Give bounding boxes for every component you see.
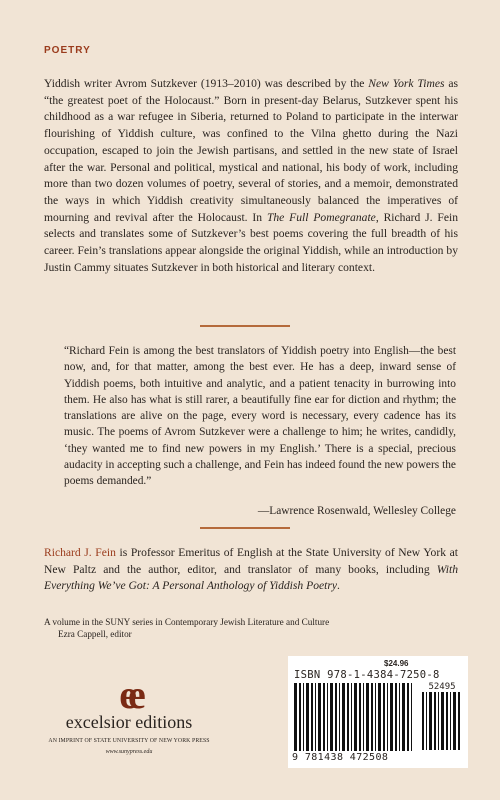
book-description <box>44 76 458 276</box>
barcode-bar <box>363 683 364 751</box>
barcode-bar <box>378 683 381 751</box>
barcode-bar <box>402 683 405 751</box>
imprint-line: AN IMPRINT OF STATE UNIVERSITY OF NEW YORK PRESS <box>48 738 210 744</box>
bio-book-title: With Everything We’ve Got: A Personal Anthology of Yiddish Poetry <box>44 562 458 593</box>
bio-text: is Professor Emeritus of English at the State University of New York at New Paltz and the author, editor, and translator of many books, including <box>44 546 458 576</box>
barcode-bar <box>407 683 409 751</box>
barcode-bar <box>342 683 345 751</box>
divider-bottom <box>200 527 290 529</box>
barcode-bar <box>390 683 393 751</box>
barcode-bar <box>315 683 316 751</box>
barcode-bar <box>438 692 439 750</box>
barcode-bar <box>446 692 448 750</box>
barcode-bar <box>318 683 321 751</box>
description-nyt: New York Times <box>368 77 445 90</box>
barcode-bar <box>339 683 340 751</box>
translator-name: Richard J. Fein <box>44 546 116 559</box>
barcode-bar <box>429 692 432 750</box>
barcode-bar <box>327 683 328 751</box>
description-book-title: The Full Pomegranate <box>266 210 376 224</box>
barcode-box <box>288 656 468 768</box>
barcode-bar <box>411 683 412 751</box>
barcode-bar <box>383 683 385 751</box>
excelsior-logo-icon <box>98 672 158 716</box>
description-part-2: as “the greatest poet of the Holocaust.” Born in present-day Belarus, Sutzkever spent his childhood as a war refugee in Siberia, returned to Poland to participate in the interwar flourishing of Yiddish culture, was confined to the Vilna ghetto during the Nazi occupation, escaped to join the Jewish partisans, and settled in the new state of Israel after the war. Personal and political, mystical and national, his body of work, including more than two dozen volumes of poetry, several of stories, and a memoir, demonstrated the ways in which Yiddish creativity simultaneously balanced the imperatives of mourning and revival after the Holocaust. In <box>44 77 458 224</box>
endorsement-attribution: —Lawrence Rosenwald, Wellesley College <box>257 505 456 517</box>
barcode-bar <box>395 683 397 751</box>
barcode-bar <box>399 683 400 751</box>
isbn-text: ISBN 978-1-4384-7250-8 <box>294 669 440 681</box>
barcode-ean-digits: 9 781438 472508 <box>292 752 389 763</box>
logo-letters: ee <box>119 672 137 716</box>
imprint-website: www.sunypress.edu <box>105 749 153 755</box>
barcode-addon-digits: 52495 <box>428 682 456 692</box>
barcode-bar <box>299 683 301 751</box>
barcode-bar <box>359 683 361 751</box>
barcode-bar <box>366 683 369 751</box>
description-part-3: , Richard J. Fein selects and translates some of Sutzkever’s best poems covering the full breadth of his career. Fein’s translations appear alongside the original Yiddish, while an introduction by Justin Cammy situates Sutzkever in both historical and literary context. <box>44 210 458 274</box>
translator-bio <box>44 545 458 595</box>
barcode-bar <box>453 692 456 750</box>
barcode-bars-icon <box>294 683 416 751</box>
bio-end: . <box>337 579 340 593</box>
divider-top <box>200 325 290 327</box>
series-note <box>44 616 344 640</box>
barcode-bar <box>335 683 337 751</box>
barcode-bar <box>354 683 357 751</box>
barcode-bar <box>323 683 325 751</box>
barcode-bar <box>422 692 424 750</box>
price-label: $24.96 <box>384 659 409 668</box>
barcode-bar <box>303 683 304 751</box>
barcode-bar <box>311 683 313 751</box>
barcode-bar <box>371 683 373 751</box>
barcode-bar <box>387 683 388 751</box>
imprint-name: excelsior editions <box>65 712 193 732</box>
barcode-bar <box>426 692 427 750</box>
barcode-bar <box>434 692 436 750</box>
category-label: POETRY <box>44 45 91 56</box>
barcode-bar <box>294 683 297 751</box>
barcode-bar <box>306 683 309 751</box>
barcode-bar <box>375 683 376 751</box>
barcode-bar <box>441 692 444 750</box>
series-editor: Ezra Cappell, editor <box>58 629 132 639</box>
endorsement-quote: “Richard Fein is among the best translators of Yiddish poetry into English—the best now, and, for that matter, among the best ever. He has a deep, inward sense of Yiddish poems, both intuitive and analytic, and a patient tenacity in burrowing into them. He also has what is still rarer, a beautifully fine ear for diction and rhythm; the translations are alive on the page, every word is necessary, every cadence has its music. The poems of Avrom Sutzkever were a challenge to him; he writes, candidly, ‘they wanted me to find new powers in my English.’ There is a special, precious audacity in accepting such a challenge, and Fein has indeed found the new powers the poems demanded.” <box>64 345 456 488</box>
barcode-bar <box>458 692 460 750</box>
barcode-bar <box>330 683 333 751</box>
barcode-bar <box>351 683 352 751</box>
series-line: A volume in the SUNY series in Contemporary Jewish Literature and Culture <box>44 617 330 627</box>
barcode-addon-bars-icon <box>422 692 462 750</box>
barcode-bar <box>347 683 349 751</box>
barcode-bar <box>450 692 451 750</box>
description-part-1: Yiddish writer Avrom Sutzkever (1913–2010) was described by the <box>44 77 369 90</box>
